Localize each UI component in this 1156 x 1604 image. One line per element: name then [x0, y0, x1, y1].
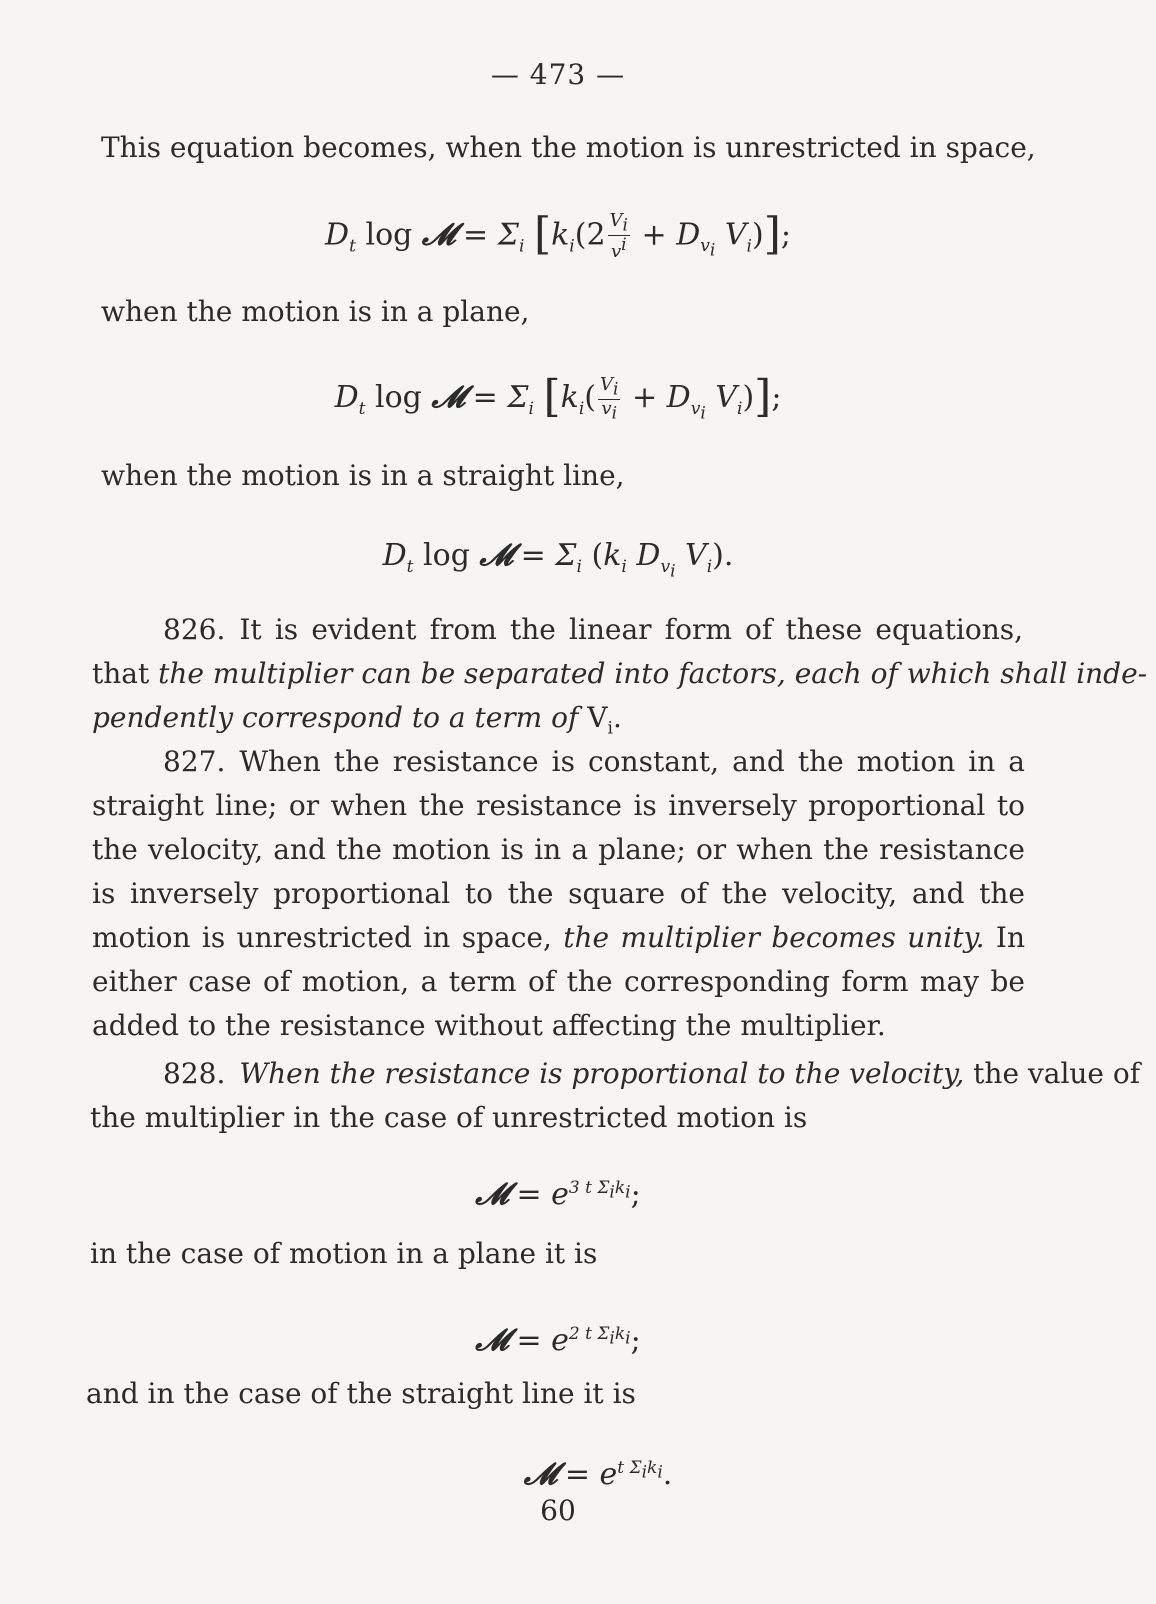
signature-mark: 60	[540, 1494, 576, 1527]
when-plane-line: when the motion is in a plane,	[101, 295, 530, 328]
equation-plane: $D_t$ log 𝓜 = $\Sigma_i$ [$k_i$( $\frac{V_i}{v_i}$ + $D_{v_i}$ $V_i$)];	[334, 371, 782, 424]
when-line-line: when the motion is in a straight line,	[101, 459, 625, 492]
equation-multiplier-unrestricted: 𝓜 = $e^{3 t \Sigma_ik_i}$;	[475, 1177, 641, 1212]
equation-multiplier-line: 𝓜 = $e^{t \Sigma_ik_i}$.	[523, 1457, 673, 1492]
p827-line-7: added to the resistance without affecting the multiplier.	[92, 1009, 886, 1042]
p827-line-3: the velocity, and the motion is in a plane; or when the resistance	[92, 833, 1025, 866]
p826-line-1: 826. It is evident from the linear form of these equations,	[163, 613, 1023, 646]
equation-unrestricted: $D_t$ log 𝓜 = $\Sigma_i$ [$k_i(2$ $\frac{V_i}{v^i}$ + $D_{v_i}$ $V_i$)];	[325, 208, 791, 262]
p827-line-1: 827. When the resistance is constant, and the motion in a	[163, 745, 1025, 778]
intro-line: This equation becomes, when the motion is unrestricted in space,	[101, 131, 1036, 164]
p827-line-6: either case of motion, a term of the corresponding form may be	[92, 965, 1025, 998]
p827-line-2: straight line; or when the resistance is inversely proportional to	[92, 789, 1025, 822]
in-plane-line: in the case of motion in a plane it is	[90, 1237, 598, 1270]
p828-line-1: 828. When the resistance is proportional to the velocity, the value of	[163, 1057, 1141, 1090]
p828-line-2: the multiplier in the case of unrestricted motion is	[90, 1101, 808, 1134]
page-number: — 473 —	[490, 58, 626, 91]
p826-line-3: pendently correspond to a term of $V_i$.	[92, 701, 622, 739]
equation-multiplier-plane: 𝓜 = $e^{2 t \Sigma_ik_i}$;	[475, 1323, 641, 1358]
in-line-line: and in the case of the straight line it is	[86, 1377, 636, 1410]
p827-line-5: motion is unrestricted in space, the multiplier becomes unity. In	[92, 921, 1026, 954]
p827-line-4: is inversely proportional to the square of the velocity, and the	[92, 877, 1025, 910]
equation-straight-line: $D_t$ log 𝓜 = $\Sigma_i$ ($k_i$ $D_{v_i}$ $V_i$).	[382, 538, 734, 582]
p826-line-2: that the multiplier can be separated into factors, each of which shall inde-	[92, 657, 1148, 690]
